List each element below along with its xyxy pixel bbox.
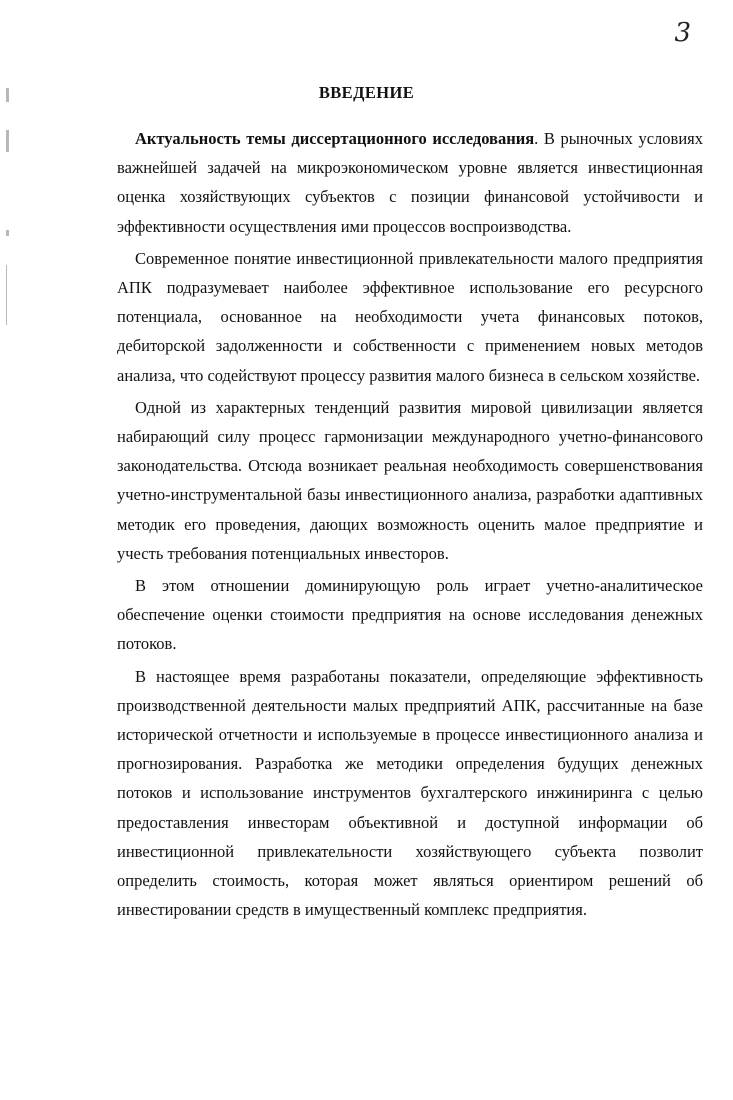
paragraph-lead-term: Актуальность темы диссертационного исследования: [135, 129, 535, 148]
paragraph: Одной из характерных тенденций развития мировой цивилизации является набирающий силу процесс гармонизации международного учетно-финансового законодательства. Отсюда возникает реальная необходимость совершенствования учетно-инструментальной базы инвестиционного анализа, разработки адаптивных методик его проведения, дающих возможность оценить малое предприятие и учесть требования потенциальных инвесторов.: [117, 397, 703, 563]
page-number: 3: [674, 18, 691, 48]
scan-edge-marks: [2, 80, 16, 340]
paragraph: В настоящее время разработаны показатели, определяющие эффективность производственной деятельности малых предприятий АПК, рассчитанные на базе исторической отчетности и используемые в процессе инвестиционного анализа и прогнозирования. Разработка же методики определения будущих денежных потоков и использование инструментов бухгалтерского инжиниринга с целью предоставления инвесторам объективной и доступной информации об инвестиционной привлекательности хозяйствующего субъекта позволит определить стоимость, которая может являться ориентиром решений об инвестировании средств в имущественный комплекс предприятия.: [117, 666, 703, 920]
paragraph: Современное понятие инвестиционной привлекательности малого предприятия АПК подразумевает наиболее эффективное использование его ресурсного потенциала, основанное на необходимости учета финансовых потоков, дебиторской задолженности и собственности с применением новых методов анализа, что содействуют процессу развития малого бизнеса в сельском хозяйстве.: [117, 248, 703, 385]
document-body: [117, 124, 703, 924]
paragraph: В этом отношении доминирующую роль играет учетно-аналитическое обеспечение оценки стоимости предприятия на основе исследования денежных потоков.: [117, 576, 703, 654]
paragraph-relevance: [117, 124, 703, 241]
paragraph-text: . В рыночных условиях важнейшей задачей на микроэкономическом уровне является инвестиционная оценка хозяйствующих субъектов с позиции финансовой устойчивости и эффективности осуществления ими процессов воспроизводства.: [117, 129, 703, 236]
page-title: ВВЕДЕНИЕ: [318, 83, 415, 103]
